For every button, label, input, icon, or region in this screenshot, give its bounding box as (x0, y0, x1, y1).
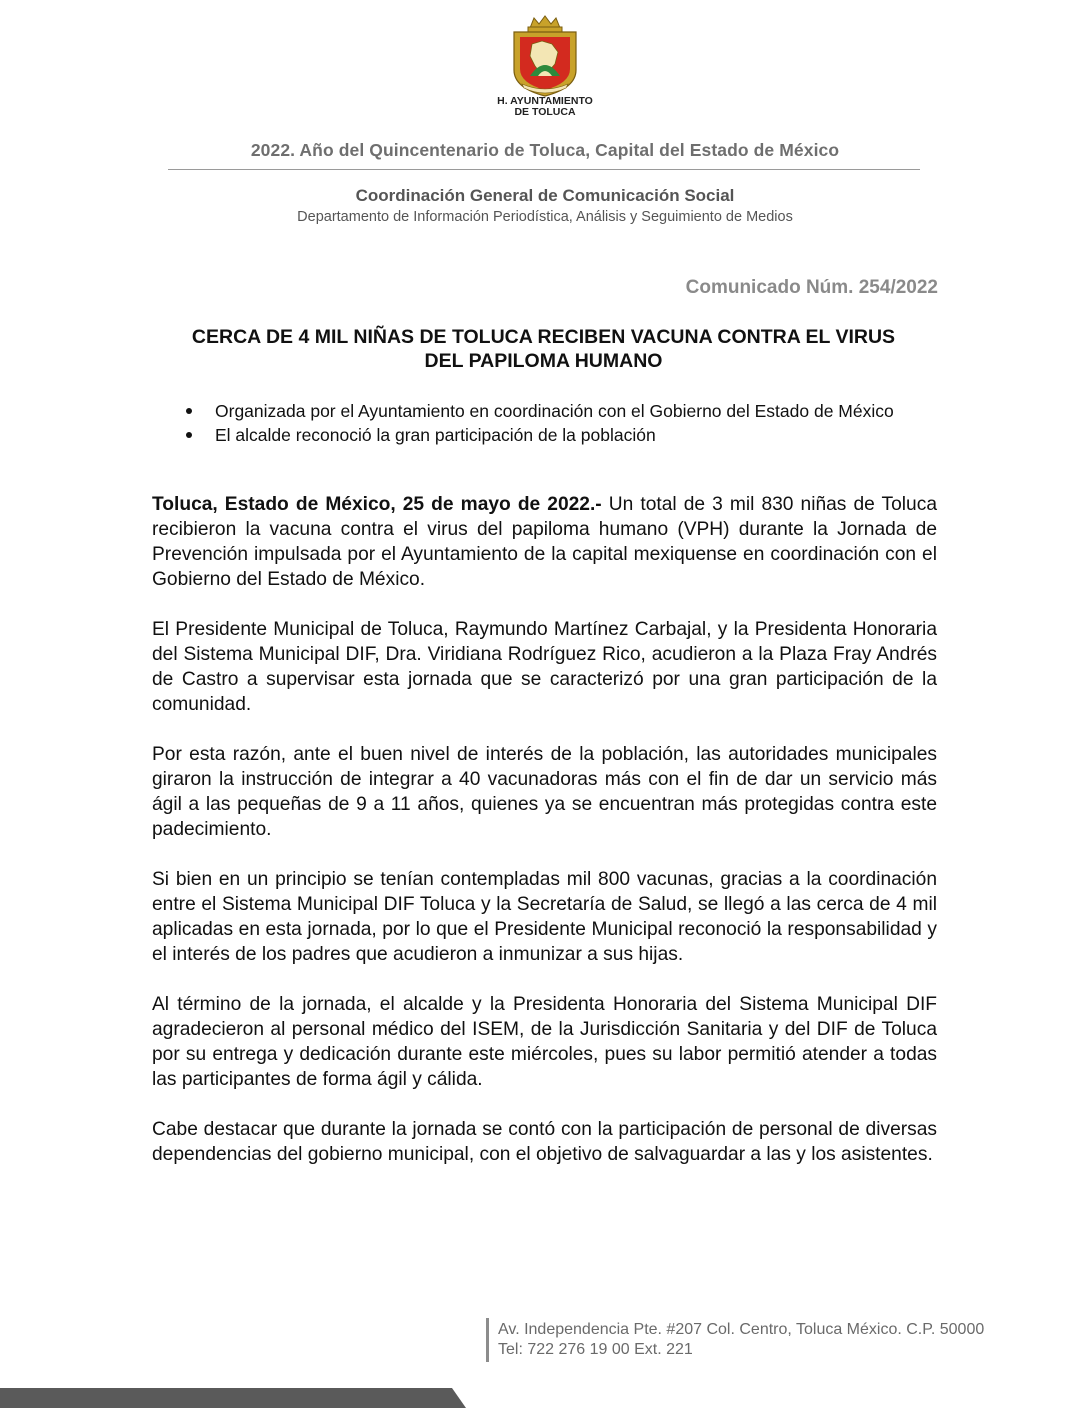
summary-bullets (186, 400, 936, 447)
bullet-item (186, 400, 936, 423)
footer-decorative-strip (0, 1388, 466, 1408)
article-body (152, 492, 937, 1192)
headline-line-1: CERCA DE 4 MIL NIÑAS DE TOLUCA RECIBEN VACUNA CONTRA EL VIRUS (191, 326, 896, 348)
department-subtitle: Departamento de Información Periodística, Análisis y Seguimiento de Medios (297, 209, 793, 225)
header-divider (168, 169, 920, 170)
bullet-text: El alcalde reconoció la gran participación de la población (215, 425, 656, 445)
headline (152, 325, 935, 373)
bullet-item (186, 424, 936, 447)
year-motto: 2022. Año del Quincentenario de Toluca, Capital del Estado de México (250, 140, 840, 160)
paragraph-1 (152, 492, 937, 592)
footer-divider (486, 1318, 489, 1362)
release-number: Comunicado Núm. 254/2022 (685, 277, 938, 298)
paragraph-6: Cabe destacar que durante la jornada se contó con la participación de personal de diversas dependencias del gobierno municipal, con el objetivo de salvaguardar a las y los asistentes. (152, 1119, 937, 1165)
logo-caption-line1: H. AYUNTAMIENTO (497, 95, 593, 107)
logo-caption (470, 96, 620, 118)
paragraph-2: El Presidente Municipal de Toluca, Raymundo Martínez Carbajal, y la Presidenta Honoraria del Sistema Municipal DIF, Dra. Viridiana Rodríguez Rico, acudieron a la Plaza Fray Andrés de Castro a supervisar esta jornada que se caracterizó por una gran participación de la comunidad. (152, 619, 937, 715)
paragraph-3: Por esta razón, ante el buen nivel de interés de la población, las autoridades municipales giraron la instrucción de integrar a 40 vacunadoras más con el fin de dar un servicio más ágil a las pequeñas de 9 a 11 años, quienes ya se encuentran más protegidas contra este padecimiento. (152, 744, 937, 840)
dateline: Toluca, Estado de México, 25 de mayo de 2022.- (152, 494, 602, 515)
bullet-dot-icon (186, 408, 192, 414)
footer-address: Av. Independencia Pte. #207 Col. Centro, Toluca México. C.P. 50000 (498, 1321, 985, 1338)
paragraph-4: Si bien en un principio se tenían contempladas mil 800 vacunas, gracias a la coordinación entre el Sistema Municipal DIF Toluca y la Secretaría de Salud, se llegó a las cerca de 4 mil aplicadas en esta jornada, por lo que el Presidente Municipal reconoció la responsabilidad y el interés de los padres que acudieron a inmunizar a sus hijas. (152, 869, 937, 965)
bullet-text: Organizada por el Ayuntamiento en coordinación con el Gobierno del Estado de México (215, 401, 894, 421)
coordination-title: Coordinación General de Comunicación Social (355, 186, 735, 205)
paragraph-5: Al término de la jornada, el alcalde y la Presidenta Honoraria del Sistema Municipal DIF agradecieron al personal médico del ISEM, de la Jurisdicción Sanitaria y del DIF de Toluca por su entrega y dedicación durante este miércoles, pues su labor permitió atender a todas las participantes de forma ágil y cálida. (152, 994, 937, 1090)
logo-caption-line2: DE TOLUCA (514, 106, 576, 118)
headline-line-2: DEL PAPILOMA HUMANO (424, 350, 663, 372)
bullet-dot-icon (186, 432, 192, 438)
paragraph-1-text: Un total de 3 mil 830 niñas de Toluca recibieron la vacuna contra el virus del papiloma humano (VPH) durante la Jornada de Prevención impulsada por el Ayuntamiento de la capital mexiquense en coordinación con el Gobierno del Estado de México. (152, 494, 937, 590)
footer-phone: Tel: 722 276 19 00 Ext. 221 (498, 1341, 693, 1358)
